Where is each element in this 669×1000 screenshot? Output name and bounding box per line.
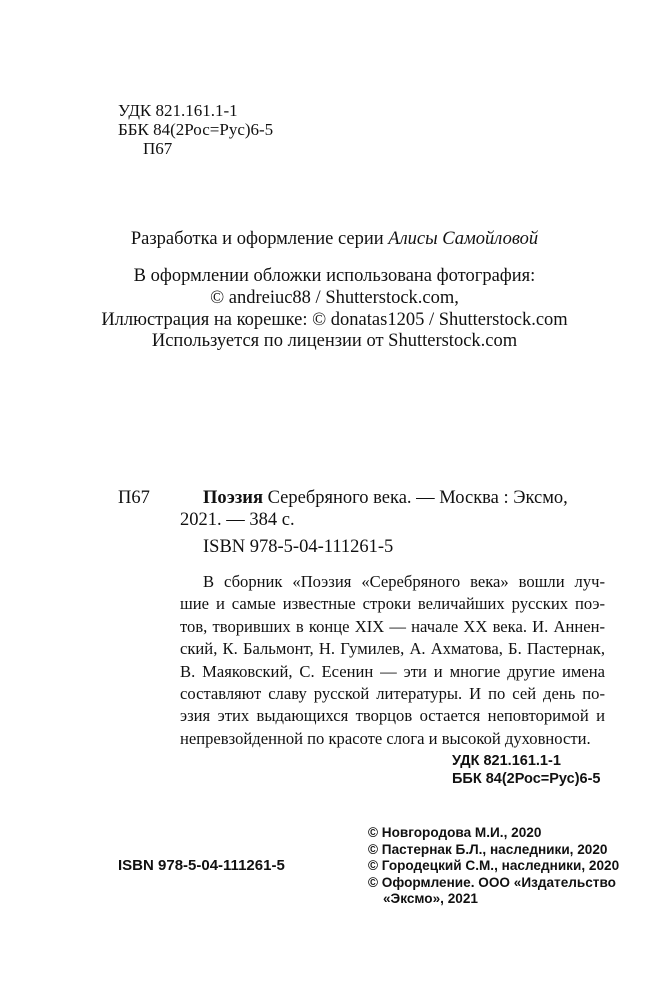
annotation-line: непревзойденной по красоте слога и высокой духовности. xyxy=(180,728,591,748)
bbk-code-top: ББК 84(2Рос=Рус)6-5 xyxy=(118,120,274,139)
copyright-line: «Эксмо», 2021 xyxy=(383,891,478,907)
annotation-line: ский, К. Бальмонт, Н. Гумилев, А. Ахматова, Б. Пастернак, xyxy=(180,639,605,659)
annotation-line: В. Маяковский, С. Есенин — эти и многие другие имена xyxy=(180,661,605,681)
annotation-line: В сборник «Поэзия «Серебряного века» вошли луч- xyxy=(203,572,605,591)
copyright-line: © Новгородова М.И., 2020 xyxy=(368,825,542,840)
series-design-credit xyxy=(0,228,669,250)
book-title-rest: Серебряного века. — Москва : Эксмо, xyxy=(262,488,568,508)
isbn-bottom: ISBN 978-5-04-111261-5 xyxy=(118,857,285,874)
udk-code-top: УДК 821.161.1-1 xyxy=(118,101,238,120)
bbk-code-bottom: ББК 84(2Рос=Рус)6-5 xyxy=(452,771,601,787)
copyright-line: © Городецкий С.М., наследники, 2020 xyxy=(368,858,620,874)
copyright-line: © Пастернак Б.Л., наследники, 2020 xyxy=(368,841,608,857)
photo-credit-line-2: © andreiuc88 / Shutterstock.com, xyxy=(210,288,459,308)
copyright-line: © Оформление. ООО «Издательство xyxy=(368,874,616,890)
annotation xyxy=(180,571,605,750)
series-designer-name: Алисы Самойловой xyxy=(388,229,539,249)
udk-code-bottom: УДК 821.161.1-1 xyxy=(452,753,561,769)
photo-credit-line-3: Иллюстрация на корешке: © donatas1205 / Shutterstock.com xyxy=(101,310,568,330)
author-mark-top: П67 xyxy=(143,139,173,158)
isbn-entry: ISBN 978-5-04-111261-5 xyxy=(203,537,394,557)
book-title-bold: Поэзия xyxy=(203,488,263,508)
author-mark: П67 xyxy=(118,488,150,508)
photo-credit-line-1: В оформлении обложки использована фотография: xyxy=(133,266,536,286)
annotation-line: шие и самые известные строки величайших русских поэ- xyxy=(180,594,605,614)
book-title-line-1 xyxy=(203,487,568,509)
annotation-line: тов, творивших в конце XIX — начале XX века. И. Аннен- xyxy=(180,616,605,636)
annotation-line: эзия этих выдающихся творцов остается неповторимой и xyxy=(180,706,605,726)
photo-credit-line-4: Используется по лицензии от Shutterstock.com xyxy=(151,331,518,351)
series-design-prefix: Разработка и оформление серии xyxy=(130,229,389,249)
book-title-line-2: 2021. — 384 с. xyxy=(180,510,295,530)
annotation-line: составляют славу русской литературы. И по сей день по- xyxy=(180,684,605,704)
